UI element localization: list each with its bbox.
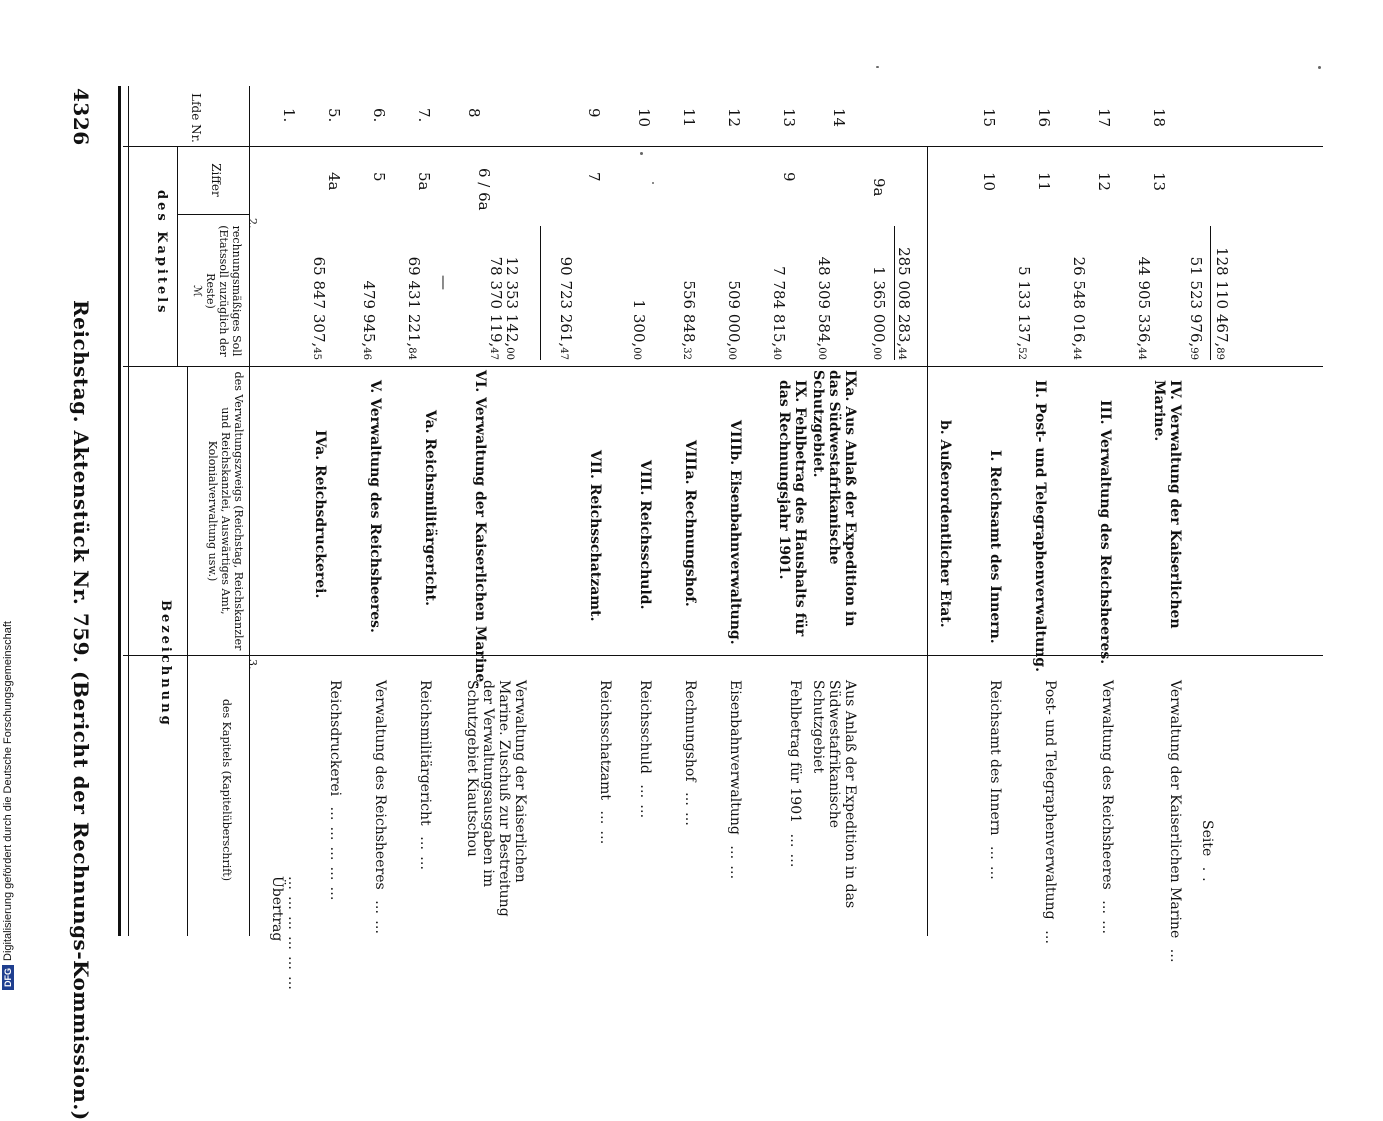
bezeichnung-rule <box>187 366 188 936</box>
row-7-section: Va. Reichsmilitärgericht. <box>422 410 438 606</box>
row-15-section: I. Reichsamt des Innern. <box>987 450 1003 644</box>
row-10-title: Reichsschuld …… <box>637 680 653 825</box>
row-6-ziffer: 5 <box>370 172 388 182</box>
row-16-title: Post- und Telegraphenverwaltung … <box>1042 680 1058 951</box>
header-soll: rechnungsmäßiges Soll (Etatssoll zuzüglich der Reste) ℳ <box>191 225 243 357</box>
row-9-ziffer: 7 <box>585 172 603 182</box>
col-divider-2 <box>123 366 1323 367</box>
row-5-section: IVa. Reichsdruckerei. <box>312 430 328 599</box>
scan-speck <box>652 182 654 184</box>
row-9-title: Reichsschatzamt …… <box>597 680 613 851</box>
row-17-lfd: 17 <box>1095 108 1113 128</box>
header-kapitelueberschrift: des Kapitels (Kapitelüberschrift) <box>220 698 233 882</box>
row-1-soll: 65 847 307,45 <box>310 256 328 360</box>
row-11-soll: 509 000,00 <box>725 280 743 360</box>
row-15-soll: 5 133 137,52 <box>1015 266 1033 360</box>
row-14-lfd: 14 <box>830 108 848 128</box>
subtotal-rule-1 <box>540 226 541 360</box>
row-13-ziffer: 9 <box>780 172 798 182</box>
row-1-title: ………………Übertrag <box>269 876 301 996</box>
row-5-title: Reichsdruckerei …………… <box>327 680 343 907</box>
row-1-lfd: 1. <box>280 108 298 123</box>
page-number: 4326 <box>69 88 93 146</box>
row-16-soll: 26 548 016,44 <box>1070 256 1088 360</box>
etat-heading: b. Außerordentlicher Etat. <box>937 420 953 628</box>
row-10-section: VIII. Reichsschuld. <box>637 460 653 610</box>
row-18-soll: 51 523 976,99 <box>1187 256 1205 360</box>
row-12-soll: 7 784 815,40 <box>770 266 788 360</box>
row-14-section: IXa. Aus Anlaß der Expedition in das Südwestafrikanische Schutzgebiet. <box>810 370 858 627</box>
row-6-lfd: 6. <box>370 108 388 123</box>
row-15-lfd: 15 <box>980 108 998 128</box>
row-8-soll: 78 370 119,47 <box>487 256 505 360</box>
row-9-section: VII. Reichsschatzamt. <box>587 450 603 622</box>
row-10-lfd: 10 <box>635 108 653 128</box>
seite-label: Seite .. <box>1199 820 1215 888</box>
row-12-section: VIIIb. Eisenbahnverwaltung. <box>727 420 743 645</box>
row-7-ziffer: 5a <box>415 172 433 191</box>
col-divider-3 <box>123 655 1323 656</box>
row-10-soll: 556 848,32 <box>680 280 698 360</box>
row-13-title: Fehlbetrag für 1901 …… <box>787 680 803 874</box>
row-8-section: VI. Verwaltung der Kaiserlichen Marine. <box>472 370 488 688</box>
column-number-2: 2. <box>246 218 259 229</box>
row-7-title: Reichsmilitärgericht …… <box>417 680 433 877</box>
row-6-section: V. Verwaltung des Reichsheeres. <box>367 380 383 633</box>
credit-label: Digitalisierung gefördert durch die Deutsche Forschungsgemeinschaft <box>2 621 14 961</box>
row-8-lfd: 8 <box>465 108 483 118</box>
col-divider-1 <box>123 146 1323 147</box>
dfg-logo: DFG <box>2 965 14 990</box>
header-verwaltungszweig: des Verwaltungszweigs (Reichstag, Reichskanzler und Reichskanzlei, Auswärtiges Amt, Kolonialverwaltung usw.) <box>206 371 245 651</box>
row-14-ziffer: 9a <box>870 178 888 197</box>
scan-speck <box>640 152 643 155</box>
row-7-lfd: 7. <box>415 108 433 123</box>
subtotal-1: 90 723 261,47 <box>557 256 575 360</box>
row-16-section: II. Post- und Telegraphenverwaltung. <box>1032 380 1048 672</box>
total-rule <box>1210 226 1211 360</box>
row-11-title: Rechnungshof …… <box>682 680 698 832</box>
row-17-section: III. Verwaltung des Reichsheeres. <box>1097 400 1113 665</box>
row-13-section: IX. Fehlbetrag des Haushalts für das Rechnungsjahr 1901. <box>776 380 808 637</box>
row-17-ziffer: 12 <box>1095 172 1113 192</box>
header-kapitel: des Kapitels <box>154 190 169 316</box>
row-16-lfd: 16 <box>1035 108 1053 128</box>
row-17-soll: 44 905 336,44 <box>1135 256 1153 360</box>
row-5-lfd: 5. <box>325 108 343 123</box>
row-15-title: Reichsamt des Innern …… <box>987 680 1003 886</box>
row-11-lfd: 11 <box>680 108 698 128</box>
row-9-soll: 1 300,00 <box>630 299 648 360</box>
running-title: Reichstag. Aktenstück Nr. 759. (Bericht der Rechnungs-Kommission.) <box>69 300 93 1121</box>
ordinary-etat-end-rule <box>927 146 928 936</box>
column-number-3: 3. <box>246 659 259 670</box>
header-lfd: Lfde Nr. <box>189 93 203 143</box>
row-5-soll: 479 945,46 <box>360 280 378 360</box>
row-6-soll: 69 431 221,84 <box>405 256 423 360</box>
row-13-lfd: 13 <box>780 108 798 128</box>
row-16-ziffer: 11 <box>1035 172 1053 192</box>
table-top-rule-thin <box>128 86 129 936</box>
row-8-ziffer: 6 / 6a <box>475 168 493 211</box>
row-18-soll-2: 128 110 467,89 <box>1213 247 1231 360</box>
header-bezeichnung: Bezeichnung <box>158 600 173 728</box>
row-11-section: VIIIa. Rechnungshof. <box>682 440 698 607</box>
row-12-title: Eisenbahnverwaltung …… <box>727 680 743 886</box>
row-7-soll: — <box>435 275 453 290</box>
row-8-soll-2: 12 353 142,00 <box>503 256 521 360</box>
header-ziffer: Ziffer <box>209 163 223 197</box>
row-6-title: Verwaltung des Reichsheeres …… <box>372 680 388 941</box>
row-18-title: Verwaltung der Kaiserlichen Marine … <box>1167 680 1183 969</box>
kapitel-rule <box>177 146 178 366</box>
row-13-soll: 48 309 584,00 <box>815 256 833 360</box>
row-15-ziffer: 10 <box>980 172 998 192</box>
row-5-ziffer: 4a <box>325 172 343 191</box>
row-9-lfd: 9 <box>585 108 603 118</box>
row-8-title: Verwaltung der Kaiserlichen Marine. Zuschuß zur Bestreitung der Verwaltungsausgaben im Schutzgebiet Kiautschou <box>464 680 528 917</box>
row-12-lfd: 12 <box>725 108 743 128</box>
scan-speck <box>876 66 879 68</box>
row-14-soll: 1 365 000,00 <box>870 266 888 360</box>
scan-speck <box>1318 66 1321 69</box>
row-14-soll-2: 285 008 283,44 <box>895 247 913 360</box>
row-18-lfd: 18 <box>1150 108 1168 128</box>
row-14-title: Aus Anlaß der Expedition in das Südwestafrikanische Schutzgebiet <box>810 680 858 909</box>
table-top-rule <box>118 86 121 936</box>
ziffer-divider <box>178 214 250 215</box>
row-18-section: IV. Verwaltung der Kaiserlichen Marine. <box>1151 380 1183 629</box>
row-17-title: Verwaltung des Reichsheeres …… <box>1099 680 1115 941</box>
row-18-ziffer: 13 <box>1150 172 1168 192</box>
